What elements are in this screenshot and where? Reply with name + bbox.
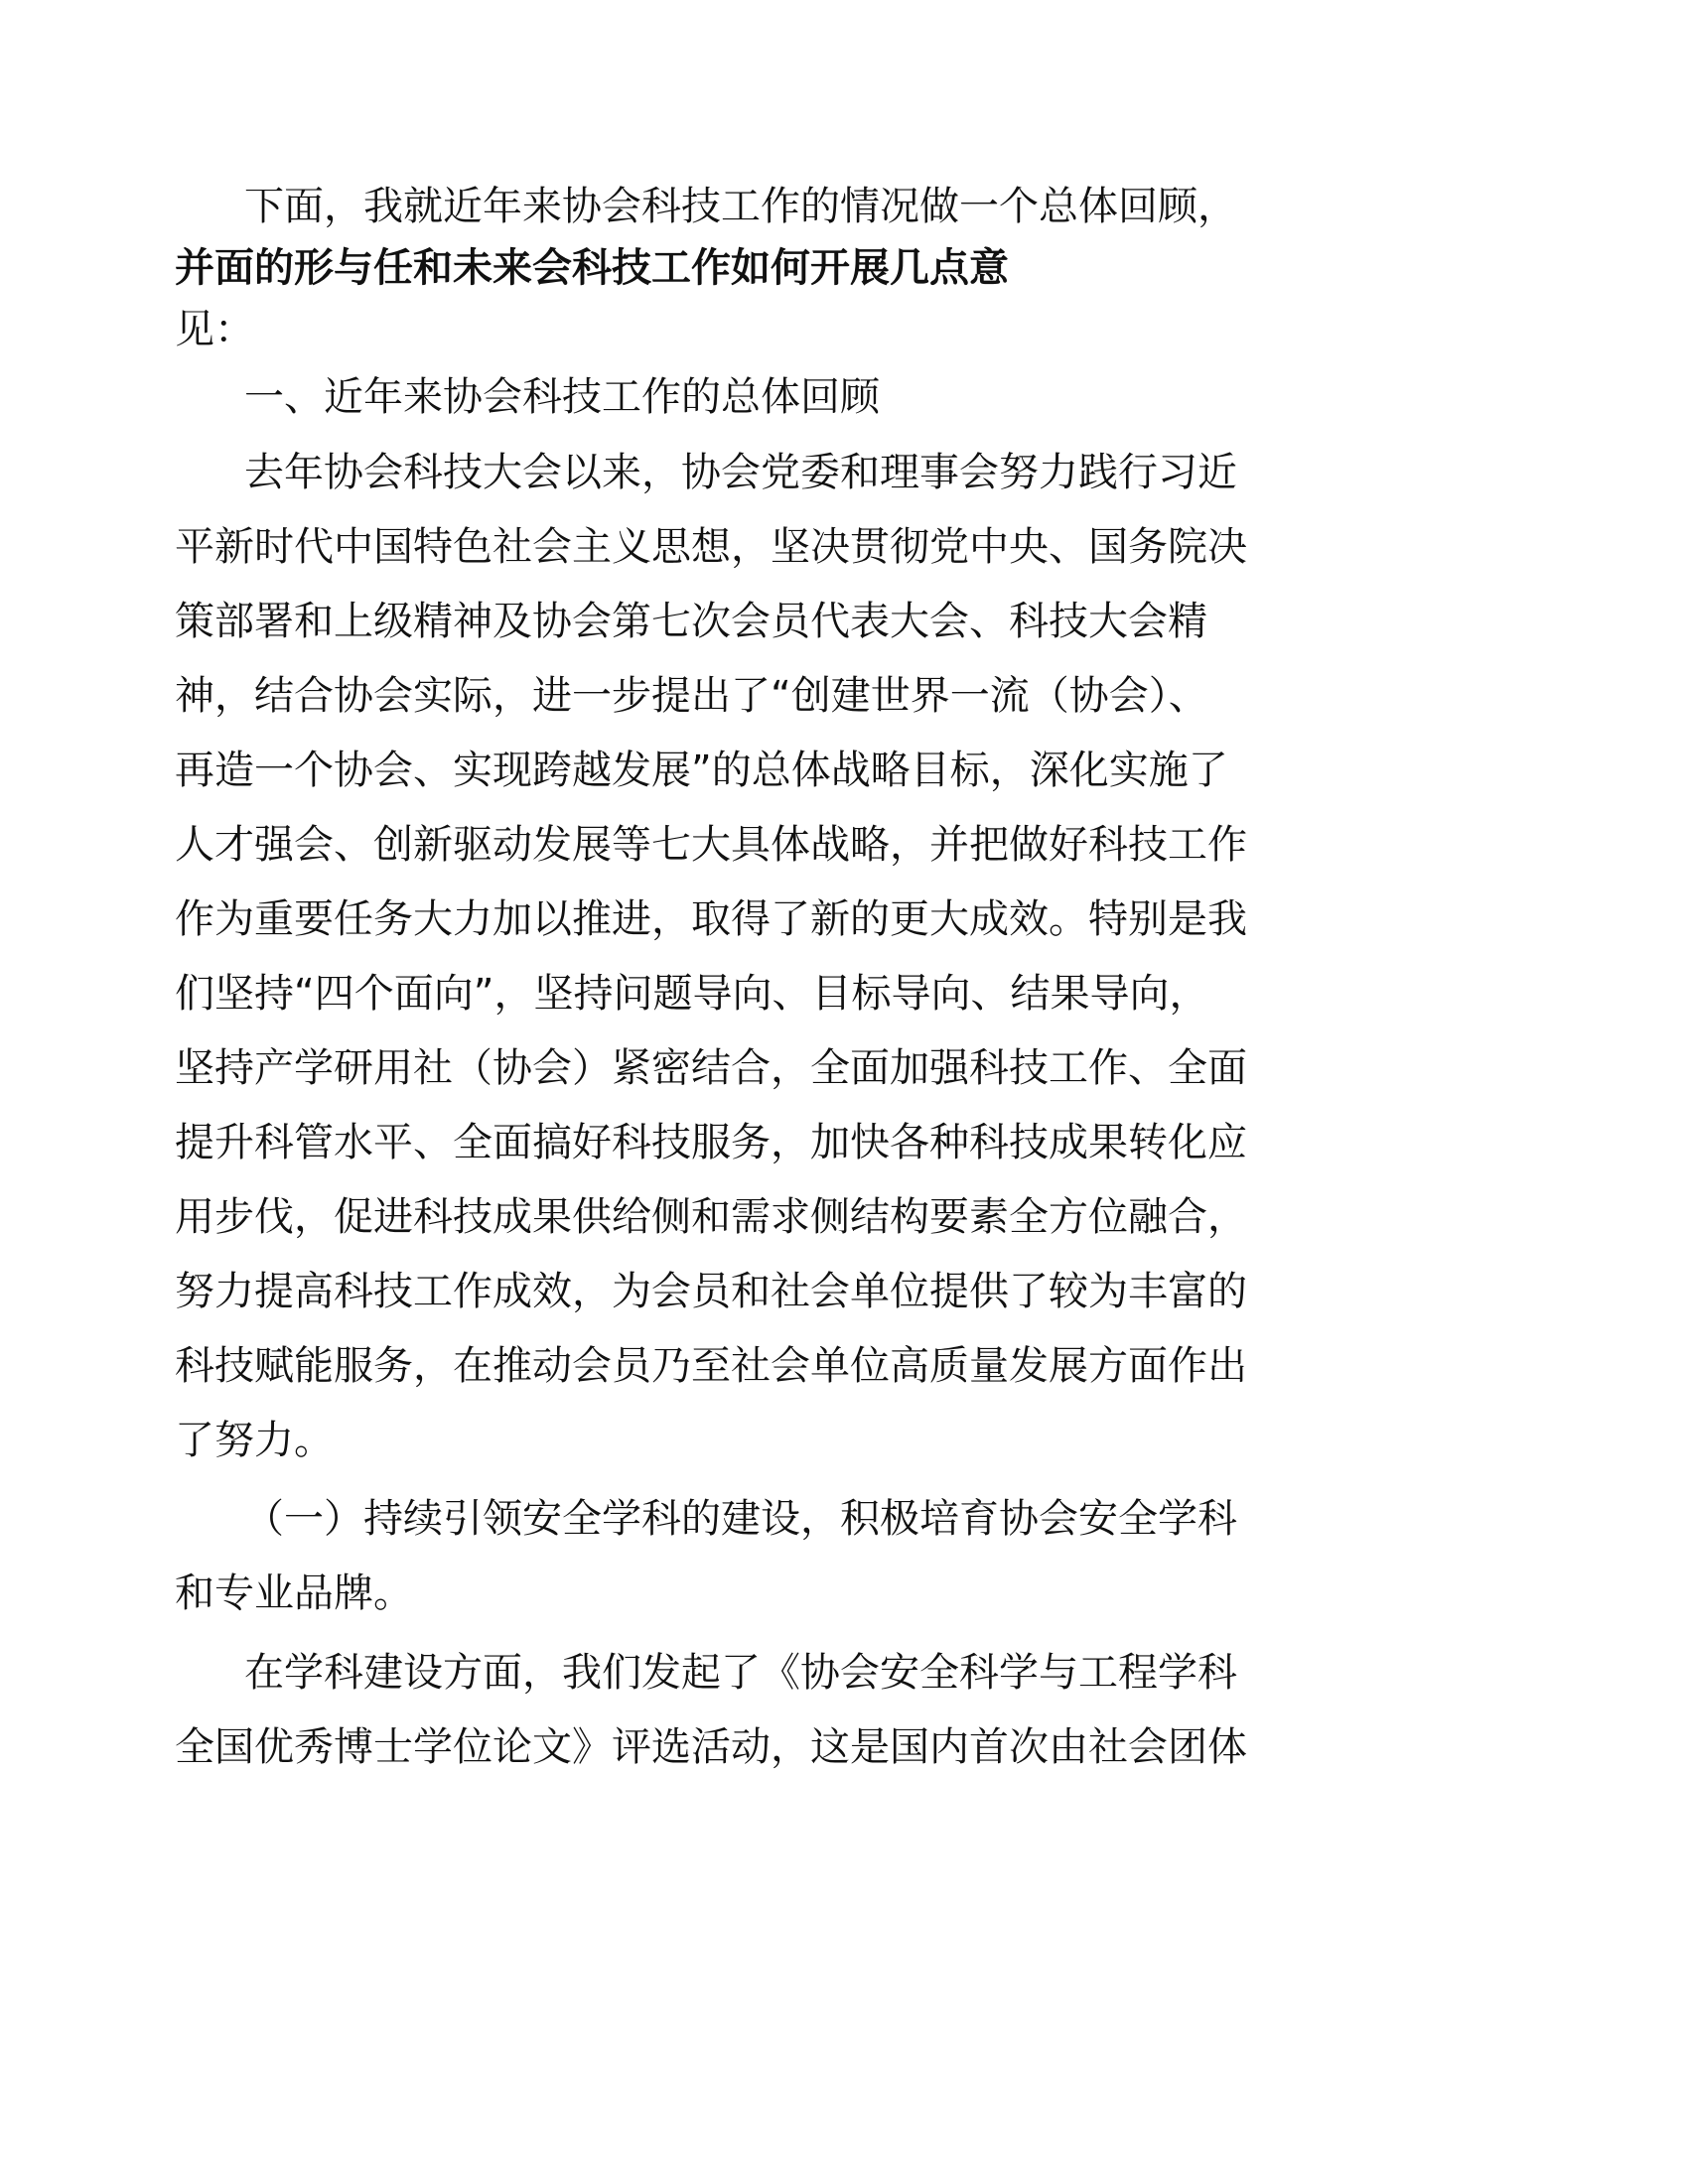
paragraph-1-line-1: 去年协会科技大会以来，协会党委和理事会努力践行习近: [244, 450, 1237, 495]
paragraph-1-line-5: 再造一个协会、实现跨越发展”的总体战略目标，深化实施了: [175, 748, 1228, 793]
paragraph-1-line-9: 坚持产学研用社（协会）紧密结合，全面加强科技工作、全面: [175, 1045, 1247, 1091]
intro-line-1: 下面，我就近年来协会科技工作的情况做一个总体回顾，: [244, 184, 1237, 229]
paragraph-1-line-13: 科技赋能服务，在推动会员乃至社会单位高质量发展方面作出: [175, 1343, 1247, 1389]
subsection-1-heading-line-2: 和专业品牌。: [175, 1570, 413, 1616]
paragraph-1-line-3: 策部署和上级精神及协会第七次会员代表大会、科技大会精: [175, 599, 1207, 644]
paragraph-1-line-4: 神，结合协会实际，进一步提出了“创建世界一流（协会）、: [175, 673, 1208, 719]
paragraph-1-line-11: 用步伐，促进科技成果供给侧和需求侧结构要素全方位融合，: [175, 1194, 1247, 1240]
subsection-1-heading-line-1: （一）持续引领安全学科的建设，积极培育协会安全学科: [244, 1496, 1237, 1542]
paragraph-1-line-6: 人才强会、创新驱动发展等七大具体战略，并把做好科技工作: [175, 822, 1247, 868]
paragraph-1-line-10: 提升科管水平、全面搞好科技服务，加快各种科技成果转化应: [175, 1120, 1247, 1165]
paragraph-2-line-2: 全国优秀博士学位论文》评选活动，这是国内首次由社会团体: [175, 1724, 1247, 1770]
paragraph-2-line-1: 在学科建设方面，我们发起了《协会安全科学与工程学科: [244, 1650, 1237, 1696]
intro-line-3: 见：: [175, 307, 254, 352]
paragraph-1-line-14: 了努力。: [175, 1418, 334, 1463]
paragraph-1-line-12: 努力提高科技工作成效，为会员和社会单位提供了较为丰富的: [175, 1269, 1247, 1314]
paragraph-1-line-7: 作为重要任务大力加以推进，取得了新的更大成效。特别是我: [175, 896, 1247, 942]
paragraph-1-line-8: 们坚持“四个面向”，坚持问题导向、目标导向、结果导向，: [175, 971, 1209, 1017]
intro-line-2: 并面的形与任和未来会科技工作如何开展几点意: [175, 245, 1009, 291]
paragraph-1-line-2: 平新时代中国特色社会主义思想，坚决贯彻党中央、国务院决: [175, 524, 1247, 570]
section-1-heading: 一、近年来协会科技工作的总体回顾: [244, 374, 880, 420]
